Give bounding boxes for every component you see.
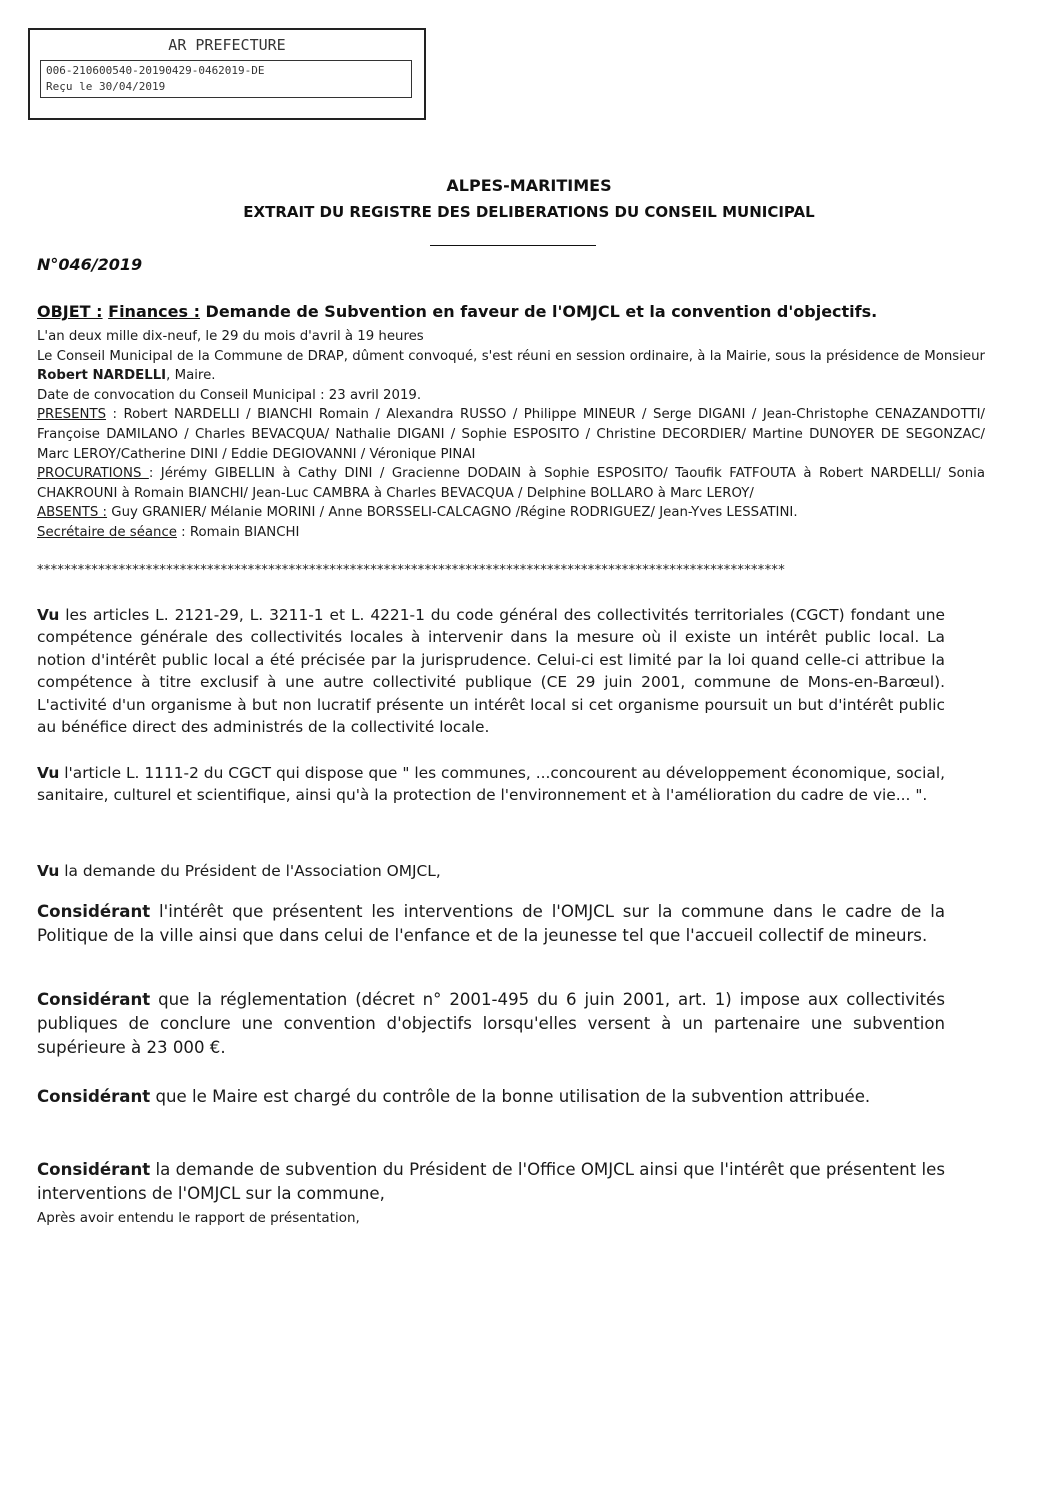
paragraph-considerant-interet [37,900,945,948]
paragraph-vu-demande-text: la demande du Président de l'Association OMJCL, [59,862,441,880]
stamp-received-date: Reçu le 30/04/2019 [46,80,166,93]
secretaire-line [37,523,985,543]
stamp-title: AR PREFECTURE [168,36,286,54]
session-date: L'an deux mille dix-neuf, le 29 du mois d'avril à 19 heures [37,329,424,344]
deliberation-number: N°046/2019 [37,255,143,274]
objet-text: Demande de Subvention en faveur de l'OMJCL et la convention d'objectifs. [205,302,878,321]
paragraph-considerant-controle-text: que le Maire est chargé du contrôle de la bonne utilisation de la subvention attribuée. [150,1087,871,1106]
paragraph-considerant-demande-text: la demande de subvention du Président de l'Office OMJCL ainsi que l'intérêt que présentent les interventions de l'OMJCL sur la commune, [37,1160,945,1203]
paragraph-considerant-controle [37,1085,945,1109]
secretaire-label: Secrétaire de séance [37,524,177,540]
asterisk-separator: ************************************************************************************************************** [37,563,785,578]
presents-label: PRESENTS [37,407,107,423]
absents-label: ABSENTS : [37,505,108,521]
objet-label: OBJET : [37,302,103,321]
paragraph-vu-l1111-lead: Vu [37,764,60,782]
paragraph-considerant-reglementation [37,988,945,1060]
objet-category: Finances : [108,302,200,321]
paragraph-considerant-demande-lead: Considérant [37,1160,151,1179]
paragraph-vu-articles [37,604,945,738]
absents-names: Guy GRANIER/ Mélanie MORINI / Anne BORSSELI-CALCAGNO /Régine RODRIGUEZ/ Jean-Yves LESSATINI. [107,505,798,521]
presents-list [37,405,985,464]
paragraph-vu-articles-lead: Vu [37,606,60,624]
paragraph-vu-l1111 [37,762,945,807]
procurations-names: : Jérémy GIBELLIN à Cathy DINI / Gracienne DODAIN à Sophie ESPOSITO/ Taoufik FATFOUTA à Robert NARDELLI/ Sonia CHAKROUNI à Romain BIANCHI/ Jean-Luc CAMBRA à Charles BEVACQUA / Delphine BOLLARO à Marc LEROY/ [37,466,985,501]
procurations-label: PROCURATIONS [37,466,149,482]
session-info [37,327,985,543]
paragraph-vu-demande-lead: Vu [37,862,60,880]
department-heading: ALPES-MARITIMES [446,176,612,195]
session-intro-end: , Maire. [166,368,216,384]
mayor-name: Robert NARDELLI [37,368,167,384]
secretaire-name: : Romain BIANCHI [176,524,300,540]
paragraph-considerant-interet-lead: Considérant [37,902,151,921]
paragraph-considerant-reglementation-lead: Considérant [37,990,151,1009]
paragraph-considerant-demande [37,1158,945,1206]
paragraph-vu-l1111-text: l'article L. 1111-2 du CGCT qui dispose que " les communes, ...concourent au développement économique, social, sanitaire, culturel et scientifique, ainsi qu'à la protection de l'environnement et à l'amélioration du cadre de vie... ". [37,764,945,805]
stamp-reference: 006-210600540-20190429-0462019-DE [46,64,265,77]
title-divider [430,245,596,246]
session-intro-text: Le Conseil Municipal de la Commune de DRAP, dûment convoqué, s'est réuni en session ordinaire, à la Mairie, sous la présidence de Monsieur [37,348,985,364]
paragraph-vu-articles-text: les articles L. 2121-29, L. 3211-1 et L. 4221-1 du code général des collectivités territoriales (CGCT) fondant une compétence générale des collectivités locales à intervenir dans la mesure où il existe un intérêt public local. La notion d'intérêt public local a été précisée par la jurisprudence. Celui-ci est limité par la loi quand celle-ci attribue la compétence à titre exclusif à une autre collectivité publique (CE 29 juin 2001, commune de Mons-en-Barœul). L'activité d'un organisme à but non lucratif présente un intérêt local si cet organisme poursuit un but d'intérêt public au bénéfice direct des administrés de la collectivité locale. [37,606,945,737]
paragraph-considerant-interet-text: l'intérêt que présentent les interventions de l'OMJCL sur la commune dans le cadre de la Politique de la ville ainsi que dans celui de l'enfance et de la jeunesse tel que l'accueil collectif de mineurs. [37,902,945,945]
paragraph-considerant-controle-lead: Considérant [37,1087,151,1106]
convocation-date: Date de convocation du Conseil Municipal : 23 avril 2019. [37,387,422,403]
procurations-list [37,464,985,503]
document-title: EXTRAIT DU REGISTRE DES DELIBERATIONS DU CONSEIL MUNICIPAL [243,203,815,221]
presents-names: : Robert NARDELLI / BIANCHI Romain / Alexandra RUSSO / Philippe MINEUR / Serge DIGANI / Jean-Christophe CENAZANDOTTI/ Françoise DAMILANO / Charles BEVACQUA/ Nathalie DIGANI / Sophie ESPOSITO / Christine DECORDIER/ Martine DUNOYER DE SEGONZAC/ Marc LEROY/Catherine DINI / Eddie DEGIOVANNI / Véronique PINAI [37,407,985,462]
stamp-details [40,60,412,98]
rapport-line: Après avoir entendu le rapport de présentation, [37,1210,360,1226]
prefecture-stamp [28,28,426,120]
paragraph-considerant-reglementation-text: que la réglementation (décret n° 2001-495 du 6 juin 2001, art. 1) impose aux collectivités publiques de conclure une convention d'objectifs lorsqu'elles versent à un partenaire une subvention supérieure à 23 000 €. [37,990,945,1057]
objet-line [37,302,997,321]
absents-list [37,503,985,523]
paragraph-vu-demande [37,860,945,882]
session-intro [37,347,985,386]
